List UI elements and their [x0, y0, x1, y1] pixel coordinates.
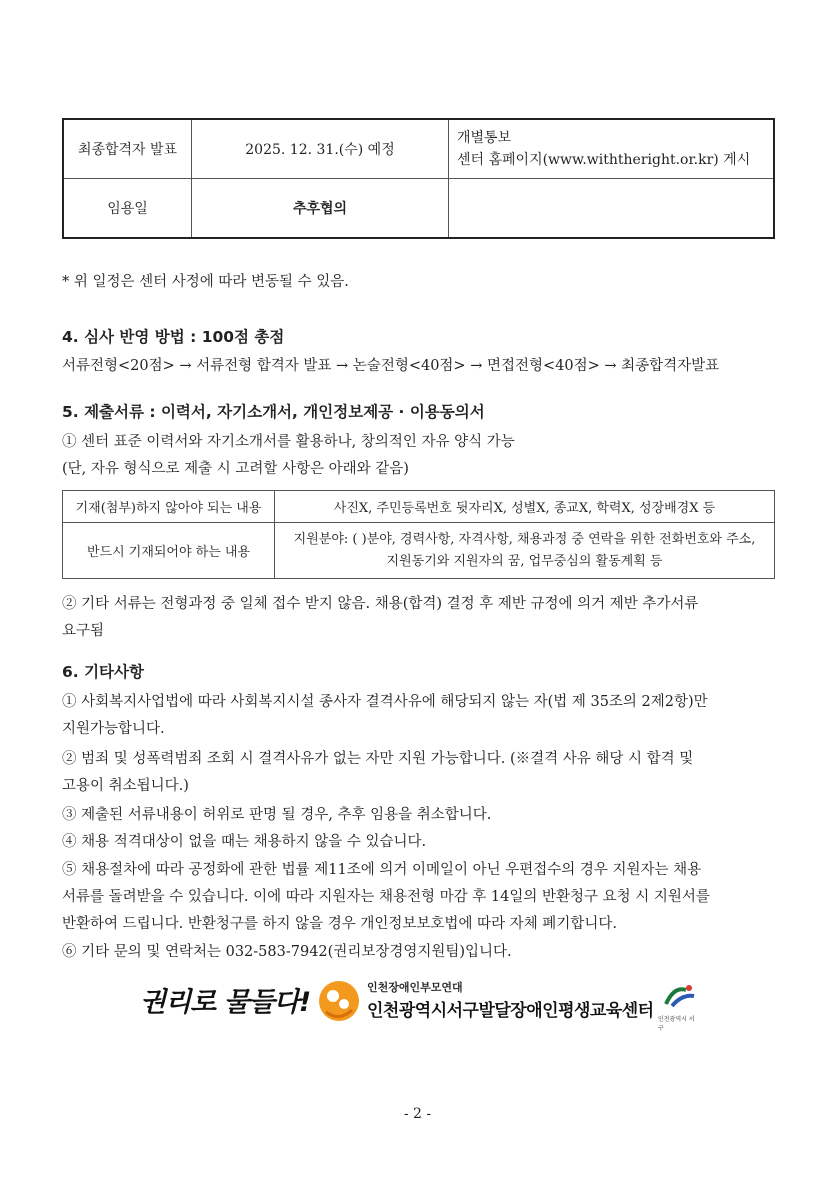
district-emblem-icon: [662, 982, 698, 1012]
requirement-value-line: 지원분야: ( )분야, 경력사항, 자격사항, 채용과정 중 연락을 위한 전화번호와 주소,: [293, 531, 756, 547]
schedule-note-line: 개별통보: [457, 130, 512, 146]
section-6-line: ⑥ 기타 문의 및 연락처는 032-583-7942(권리보장경영지원팀)입니다.: [62, 944, 512, 960]
schedule-footnote: * 위 일정은 센터 사정에 따라 변동될 수 있음.: [62, 274, 349, 290]
section-6-line: ② 범죄 및 성폭력범죄 조회 시 결격사유가 없는 자만 지원 가능합니다. (※결격 사유 해당 시 합격 및: [62, 751, 694, 767]
section-4-heading: 4. 심사 반영 방법 : 100점 총점: [62, 328, 285, 346]
section-6-line: 고용이 취소됩니다.): [62, 778, 189, 794]
section-6-line: ④ 채용 적격대상이 없을 때는 채용하지 않을 수 있습니다.: [62, 834, 427, 850]
section-6-line: 서류를 돌려받을 수 있습니다. 이에 따라 지원자는 채용전형 마감 후 14일의 반환청구 요청 시 지원서를: [62, 889, 710, 905]
requirement-value: [275, 523, 775, 579]
footer-logos: [140, 976, 700, 1036]
section-6-line: ③ 제출된 서류내용이 허위로 판명 될 경우, 추후 임용을 취소합니다.: [62, 807, 492, 823]
table-row: [63, 179, 774, 239]
org-logo-icon: [316, 978, 362, 1024]
section-6-line: 지원가능합니다.: [62, 721, 165, 737]
section-5-line: ① 센터 표준 이력서와 자기소개서를 활용하나, 창의적인 자유 양식 가능: [62, 434, 515, 450]
section-5-line: ② 기타 서류는 전형과정 중 일체 접수 받지 않음. 채용(합격) 결정 후 제반 규정에 의거 제반 추가서류: [62, 596, 699, 612]
slogan-logo: 권리로 물들다!: [140, 987, 311, 1018]
section-6-heading: 6. 기타사항: [62, 663, 144, 681]
section-5-heading: 5. 제출서류 : 이력서, 자기소개서, 개인정보제공 · 이용동의서: [62, 403, 485, 421]
schedule-note-line: 센터 홈페이지(www.withtheright.or.kr) 게시: [457, 152, 751, 168]
schedule-date: 2025. 12. 31.(수) 예정: [192, 119, 449, 179]
requirement-key: 기재(첨부)하지 않아야 되는 내용: [63, 491, 275, 523]
requirements-table: [62, 490, 775, 579]
section-6-line: ① 사회복지사업법에 따라 사회복지시설 종사자 결격사유에 해당되지 않는 자(법 제 35조의 2제2항)만: [62, 694, 708, 710]
requirement-value: 사진X, 주민등록번호 뒷자리X, 성별X, 종교X, 학력X, 성장배경X 등: [275, 491, 775, 523]
table-row: [63, 523, 775, 579]
schedule-note: [449, 179, 775, 239]
schedule-note: [449, 119, 775, 179]
section-4-text: 서류전형<20점> → 서류전형 합격자 발표 → 논술전형<40점> → 면접전형<40점> → 최종합격자발표: [62, 358, 720, 374]
schedule-date: 추후협의: [192, 179, 449, 239]
schedule-table: [62, 118, 775, 239]
page-number: - 2 -: [403, 1106, 432, 1122]
org-name: 인천광역시서구발달장애인평생교육센터: [367, 1001, 654, 1021]
table-row: [63, 491, 775, 523]
requirement-value-line: 지원동기와 지원자의 꿈, 업무중심의 활동계획 등: [386, 553, 663, 569]
section-5-line: (단, 자유 형식으로 제출 시 고려할 사항은 아래와 같음): [62, 461, 409, 477]
table-row: [63, 119, 774, 179]
schedule-label: 최종합격자 발표: [63, 119, 192, 179]
schedule-label: 임용일: [63, 179, 192, 239]
section-6-line: ⑤ 채용절차에 따라 공정화에 관한 법률 제11조에 의거 이메일이 아닌 우편접수의 경우 지원자는 채용: [62, 862, 702, 878]
org-subtitle: 인천장애인부모연대: [367, 981, 463, 994]
section-6-line: 반환하여 드립니다. 반환청구를 하지 않을 경우 개인정보보호법에 따라 자체 폐기합니다.: [62, 916, 617, 932]
section-5-line: 요구됨: [62, 623, 105, 639]
requirement-key: 반드시 기재되어야 하는 내용: [63, 523, 275, 579]
district-emblem-caption: 인천광역시 서구: [658, 1016, 695, 1032]
